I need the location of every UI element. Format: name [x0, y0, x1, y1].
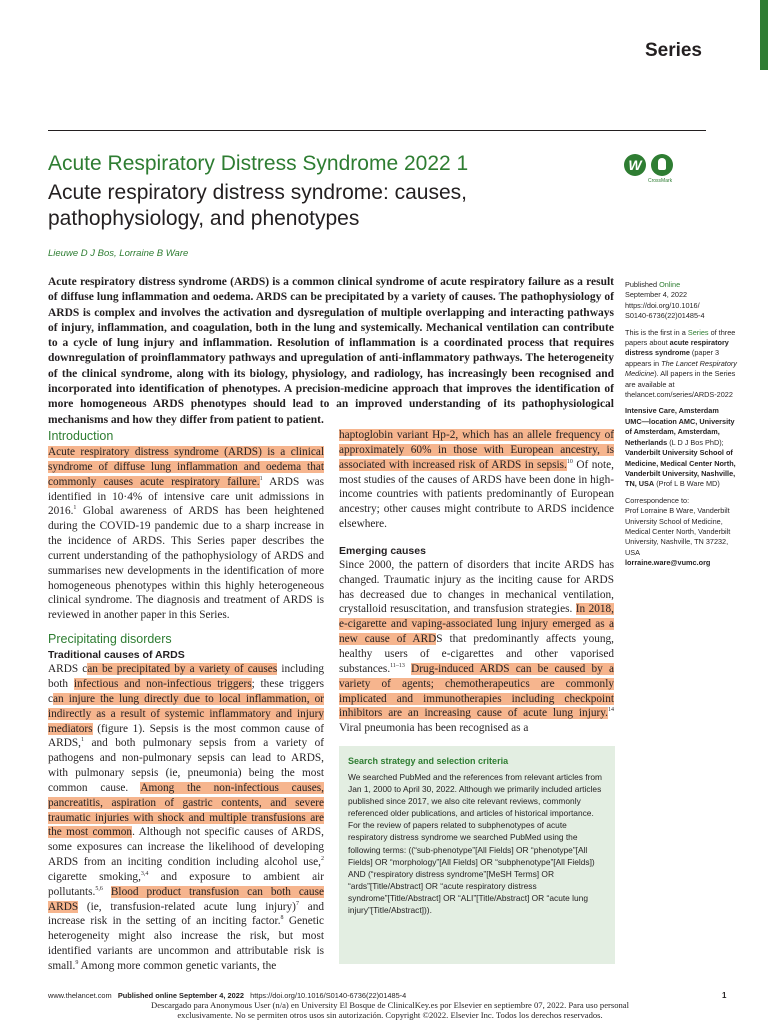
crossmark-icon[interactable] — [651, 154, 673, 176]
abstract: Acute respiratory distress syndrome (ARDS) is a common clinical syndrome of acute respiratory failure as a result of diffuse lung inflammation and oedema. ARDS can be precipitated by a variety of causes. The pathophysiology of ARDS is complex and involves the activation and dysregulation of multiple overlapping and interacting pathways of injury, inflammation, and coagulation, both in the lung and systemically. Mechanical ventilation can contribute to a cycle of lung injury and inflammation. Resolution of inflammation is a coordinated process that requires downregulation of proinflammatory pathways and upregulation of anti-inflammatory pathways. The heterogeneity of the clinical syndrome, along with its biology, physiology, and radiology, has increasingly been recognised and incorporated into identification of phenotypes. A precision-medicine approach that improves the identification of more homogeneous ARDS phenotypes should lead to an improved understanding of its pathophysiological mechanisms and how they differ from patient to patient. — [48, 276, 614, 426]
series-note: This is the first in a Series of three papers about acute respiratory distress syndrome (paper 3 appears in The Lancet Respiratory Medicine). All papers in the Series are available at thelancet.com/series/ARDS-2022 — [625, 327, 737, 400]
header-rule — [48, 130, 706, 131]
online-link[interactable]: Online — [659, 280, 681, 289]
journal-site-link[interactable]: www.thelancet.com — [48, 991, 112, 1000]
badge-group — [624, 154, 680, 190]
search-strategy-title: Search strategy and selection criteria — [348, 756, 509, 766]
series-title: Acute Respiratory Distress Syndrome 2022 1 — [48, 152, 469, 175]
article-title: Acute respiratory distress syndrome: causes, pathophysiology, and phenotypes — [48, 181, 467, 230]
causes-paragraph: ARDS can be precipitated by a variety of causes including both infectious and non-infectious triggers; these triggers can injure the lung directly due to local inflammation, or indirectly as a result of systemic inflammatory and injury mediators (figure 1). Sepsis is the most common cause of ARDS,$^1$ and both pulmonary sepsis from a variety of pathogens and non-pulmonary sepsis can lead to ARDS, with pulmonary sepsis (ie, pneumonia) being the most common cause. Among the non-infectious causes, pancreatitis, aspiration of gastric contents, and severe traumatic injuries with shock and multiple transfusions are the most common. Although not specific causes of ARDS, some exposures can increase the likelihood of developing ARDS from an inciting condition including alcohol use,$^2$ cigarette smoking,$^{3,4}$ and exposure to ambient air pollutants.$^{5,6}$ Blood product transfusion can both cause ARDS (ie, transfusion-related acute lung injury)$^7$ and increase risk in the setting of an inciting factor.$^8$ Genetic heterogeneity might also increase the risk, but most identified variants are uncommon and attributable risk is small.$^9$ Among more common genetic variants, the — [48, 663, 324, 972]
highlight: Acute respiratory distress syndrome (ARDS) is a clinical syndrome of diffuse lung inflammation and oedema that commonly causes acute respiratory failure. — [48, 446, 324, 488]
article-sidebar — [625, 280, 737, 575]
precipitating-disorders-heading: Precipitating disorders — [48, 632, 172, 647]
correspondence: Correspondence to: Prof Lorraine B Ware, Vanderbilt University School of Medicine, Medical Center North, Vanderbilt University, Nashville, TN 37232, USA lorraine.ware@vumc.org — [625, 495, 731, 568]
emerging-causes-heading: Emerging causes — [339, 544, 426, 557]
page-number: 1 — [722, 991, 727, 1000]
search-strategy-panel — [339, 746, 615, 964]
publication-info: Published Online September 4, 2022 https://doi.org/10.1016/ S0140-6736(22)01485-4 — [625, 280, 705, 321]
traditional-causes-heading: Traditional causes of ARDS — [48, 649, 185, 662]
published-online: Published online September 4, 2022 — [117, 991, 244, 1000]
series-link[interactable]: Series — [687, 327, 709, 337]
right-column — [339, 428, 614, 736]
correspondence-email[interactable]: lorraine.ware@vumc.org — [625, 558, 711, 568]
haptoglobin-paragraph: haptoglobin variant Hp-2, which has an allele frequency of approximately 60% in those with European ancestry, is associated with increased risk of ARDS in sepsis.$^{10}$ Of note, most studies of the causes of ARDS have been done in high-income countries with patients predominantly of European ancestry; other causes might contribute to ARDS incidence elsewhere. — [339, 429, 614, 531]
affiliations: Intensive Care, Amsterdam UMC—location AMC, University of Amsterdam, Amsterdam, Netherlands (L D J Bos PhD); Vanderbilt University School of Medicine, Medical Center North, Vanderbilt University, Nashville, TN, USA (Prof L B Ware MD) — [625, 406, 736, 489]
series-accent-bar — [760, 0, 768, 70]
open-access-w-icon[interactable]: W — [624, 154, 646, 176]
series-label: Series — [644, 40, 702, 61]
left-column — [48, 428, 324, 974]
page-footer — [48, 991, 406, 1000]
emerging-causes-paragraph: Since 2000, the pattern of disorders that incite ARDS has changed. Traumatic injury as the inciting cause for ARDS has decreased due to changes in mechanical ventilation, crystalloid resuscitation, and transfusion strategies. In 2018, e-cigarette and vaping-associated lung injury emerged as a new cause of ARDS that predominantly affects young, healthy users of e-cigarettes and other vaporised substances.$^{11-13}$ Drug-induced ARDS can be caused by a variety of agents; chemotherapeutics are commonly implicated and immunotherapies including checkpoint inhibitors are an increasing cause of acute lung injury.$^{14}$ Viral pneumonia has been recognised as a — [339, 558, 614, 735]
authors: Lieuwe D J Bos, Lorraine B Ware — [48, 248, 189, 259]
download-notice: Descargado para Anonymous User (n/a) en University El Bosque de ClinicalKey.es por Elsevier en septiembre 07, 2022. Para uso personal exclusivamente. No se permiten otros usos sin autorización. Copyright ©2022. Elsevier Inc. Todos los derechos reservados. — [150, 1000, 630, 1020]
doi-link[interactable]: https://doi.org/10.1016/ — [625, 300, 700, 310]
crossmark-label: CrossMark — [648, 178, 673, 184]
introduction-paragraph: Acute respiratory distress syndrome (ARDS) is a clinical syndrome of diffuse lung inflammation and oedema that commonly causes acute respiratory failure.$^1$ ARDS was identified in 10·4% of intensive care unit admissions in 2016.$^1$ Global awareness of ARDS has been heightened during the COVID-19 pandemic due to a sharp increase in the incidence of ARDS. This Series paper describes the current understanding of the pathophysiology of ARDS and summarises new developments in the identification of more homogeneous phenotypes within this highly heterogeneous clinical syndrome. The diagnosis and treatment of ARDS is reviewed in another paper in this Series. — [48, 446, 324, 622]
footer-doi-link[interactable]: https://doi.org/10.1016/S0140-6736(22)01485-4 — [250, 991, 407, 1000]
introduction-heading: Introduction — [48, 429, 114, 443]
search-strategy-text: We searched PubMed and the references from relevant articles from Jan 1, 2000 to April 30, 2022. Although we primarily included articles published since 2017, we also cite relevant reviews, commonly referenced older publications, and articles of historical importance. For the review of papers related to subphenotypes of acute respiratory distress syndrome we searched PubMed using the following terms: ((“sub-phenotype”[All Fields] OR “phenotype”[All Fields] OR “morphology”[All Fields] OR “subphenotype”[All Fields]) AND (“respiratory distress syndrome”[MeSH Terms] OR “ards”[Title/Abstract] OR “acute respiratory distress syndrome”[Title/Abstract] OR “ALI”[Title/Abstract] OR “acute lung injury”[Title/Abstract])). — [348, 772, 603, 916]
